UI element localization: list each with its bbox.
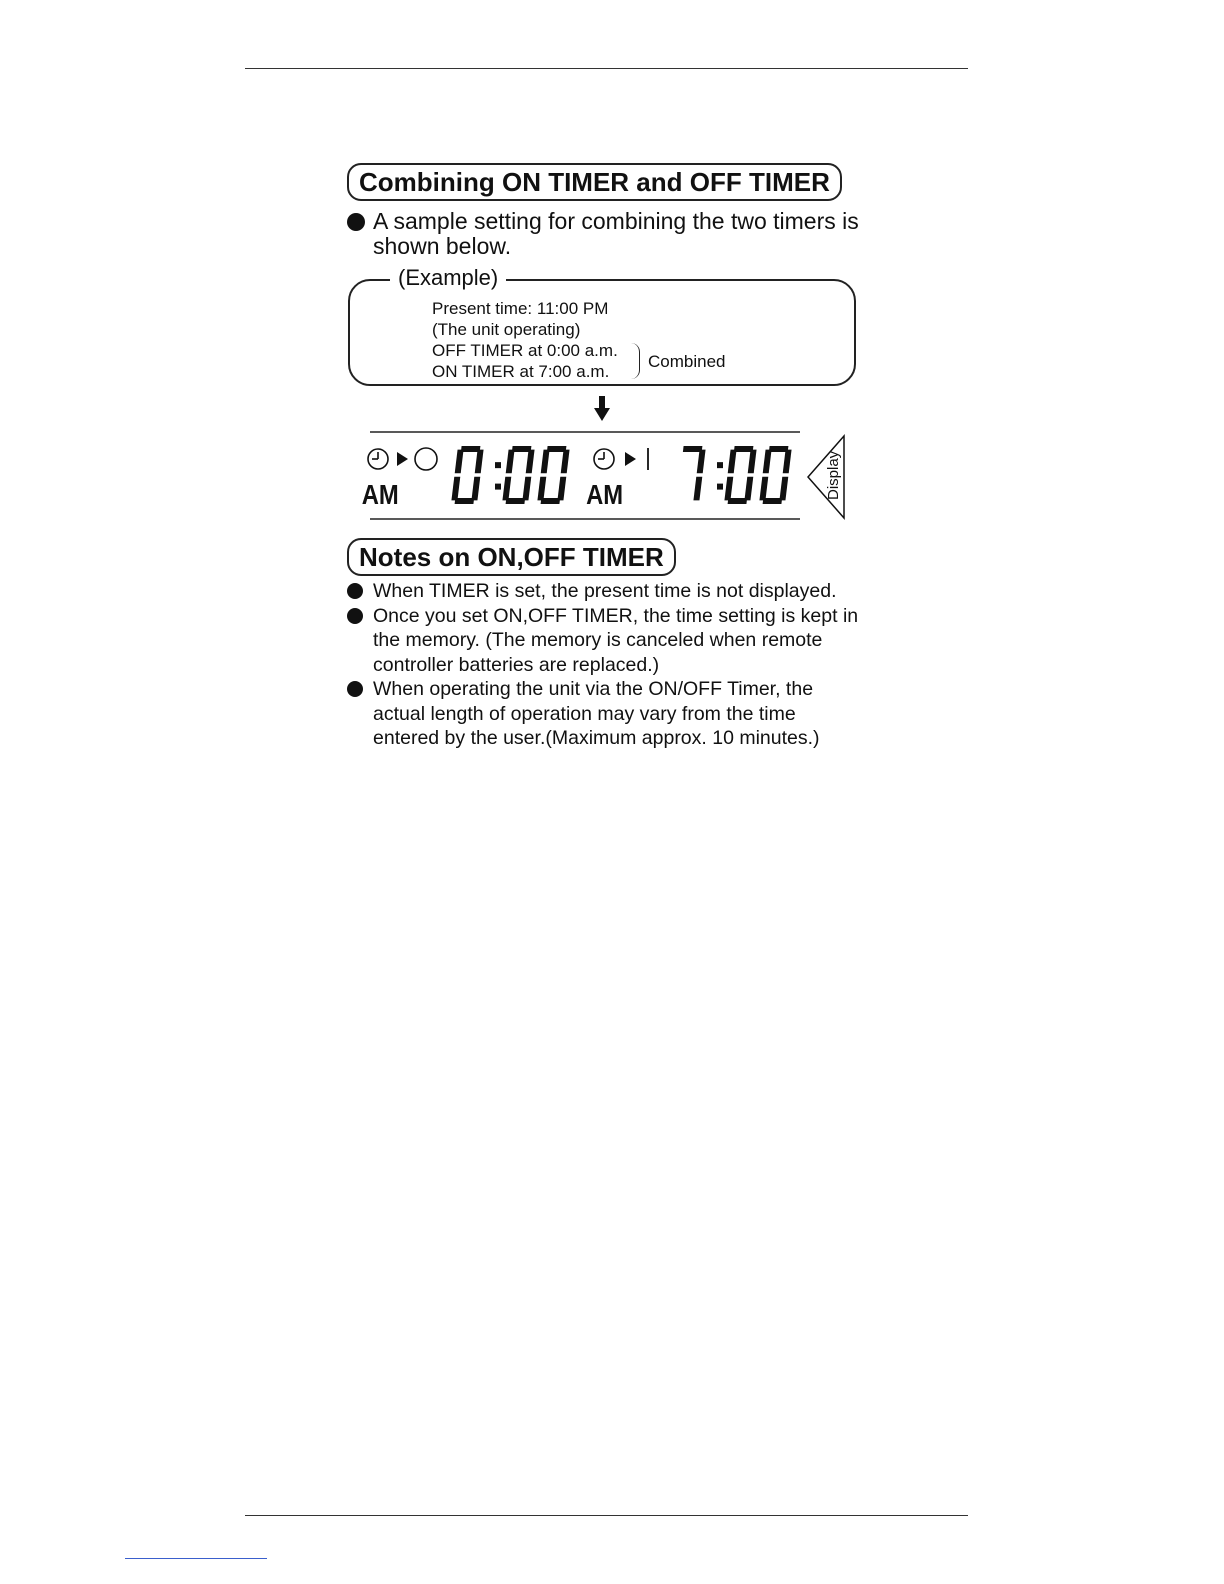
colon-dot xyxy=(495,484,501,490)
seven-seg-segment xyxy=(697,450,706,474)
seven-seg-digit xyxy=(759,446,792,504)
example-line: OFF TIMER at 0:00 a.m. xyxy=(432,341,618,360)
seven-seg-digit xyxy=(537,446,570,504)
play-arrow-icon xyxy=(397,452,408,466)
note-text: When operating the unit via the ON/OFF Timer, the actual length of operation may vary from the time entered by the user.(Maximum approx. 10 minutes.) xyxy=(373,678,820,749)
example-line: ON TIMER at 7:00 a.m. xyxy=(432,362,610,381)
colon-dot xyxy=(495,462,501,468)
seven-seg-segment xyxy=(763,450,772,474)
seven-seg-segment xyxy=(783,450,792,474)
seven-seg-segment xyxy=(748,450,757,474)
seven-seg-segment xyxy=(451,477,460,501)
example-lines xyxy=(432,298,618,382)
seven-seg-segment xyxy=(522,477,531,501)
seven-seg-segment xyxy=(537,477,546,501)
seven-seg-segment xyxy=(744,477,753,501)
play-arrow-icon xyxy=(625,452,636,466)
seven-seg-segment xyxy=(526,450,535,474)
list-item xyxy=(347,604,867,678)
bullet-dot-icon xyxy=(347,583,363,599)
header-rule xyxy=(245,68,968,69)
brace-icon xyxy=(631,343,640,379)
seven-seg-digit xyxy=(724,446,757,504)
down-arrow-icon xyxy=(592,395,612,423)
seven-seg-time-left xyxy=(451,446,570,504)
seven-seg-segment xyxy=(475,450,484,474)
seven-seg-segment xyxy=(541,450,550,474)
footer-rule xyxy=(245,1515,968,1516)
clock-icon xyxy=(594,449,614,469)
off-circle-icon xyxy=(415,448,437,470)
section-heading-notes: Notes on ON,OFF TIMER xyxy=(347,538,676,576)
seven-seg-segment xyxy=(471,477,480,501)
ampm-indicator: AM xyxy=(361,478,399,511)
bullet-dot-icon xyxy=(347,681,363,697)
seven-seg-segment xyxy=(557,477,566,501)
colon-dot xyxy=(717,484,723,490)
note-text: Once you set ON,OFF TIMER, the time setting is kept in the memory. (The memory is canceled when remote controller batteries are replaced.) xyxy=(373,604,859,676)
clock-icon xyxy=(368,449,388,469)
section-heading-combining: Combining ON TIMER and OFF TIMER xyxy=(347,163,842,201)
seven-seg-segment xyxy=(759,477,768,501)
display-tab xyxy=(808,436,844,518)
colon-dot xyxy=(717,462,723,468)
bullet-dot-icon xyxy=(347,608,363,624)
example-line: Present time: 11:00 PM xyxy=(432,299,609,318)
seven-seg-segment xyxy=(693,477,702,501)
seven-seg-digit xyxy=(502,446,535,504)
seven-seg-segment xyxy=(506,450,515,474)
ampm-indicator: AM xyxy=(586,478,624,511)
example-line: (The unit operating) xyxy=(432,320,581,339)
bullet-dot-icon xyxy=(347,213,365,231)
seven-seg-segment xyxy=(724,477,733,501)
example-label: (Example) xyxy=(390,265,506,291)
footer-link[interactable] xyxy=(125,1558,267,1559)
seven-seg-segment xyxy=(561,450,570,474)
seven-seg-digit xyxy=(677,446,706,500)
list-item xyxy=(347,579,867,604)
seven-seg-digit xyxy=(451,446,484,504)
list-item xyxy=(347,677,867,751)
seven-seg-segment xyxy=(779,477,788,501)
note-text: When TIMER is set, the present time is not displayed. xyxy=(373,580,837,602)
seven-seg-segment xyxy=(502,477,511,501)
display-tab-label: Display xyxy=(825,450,842,500)
notes-list xyxy=(347,579,867,751)
remote-display-panel xyxy=(360,428,860,523)
seven-seg-time-right xyxy=(677,446,792,504)
seven-seg-segment xyxy=(728,450,737,474)
intro-text: A sample setting for combining the two timers is shown below. xyxy=(373,208,859,259)
seven-seg-segment xyxy=(455,450,464,474)
combined-label: Combined xyxy=(648,352,726,371)
intro-bullet xyxy=(347,209,862,259)
